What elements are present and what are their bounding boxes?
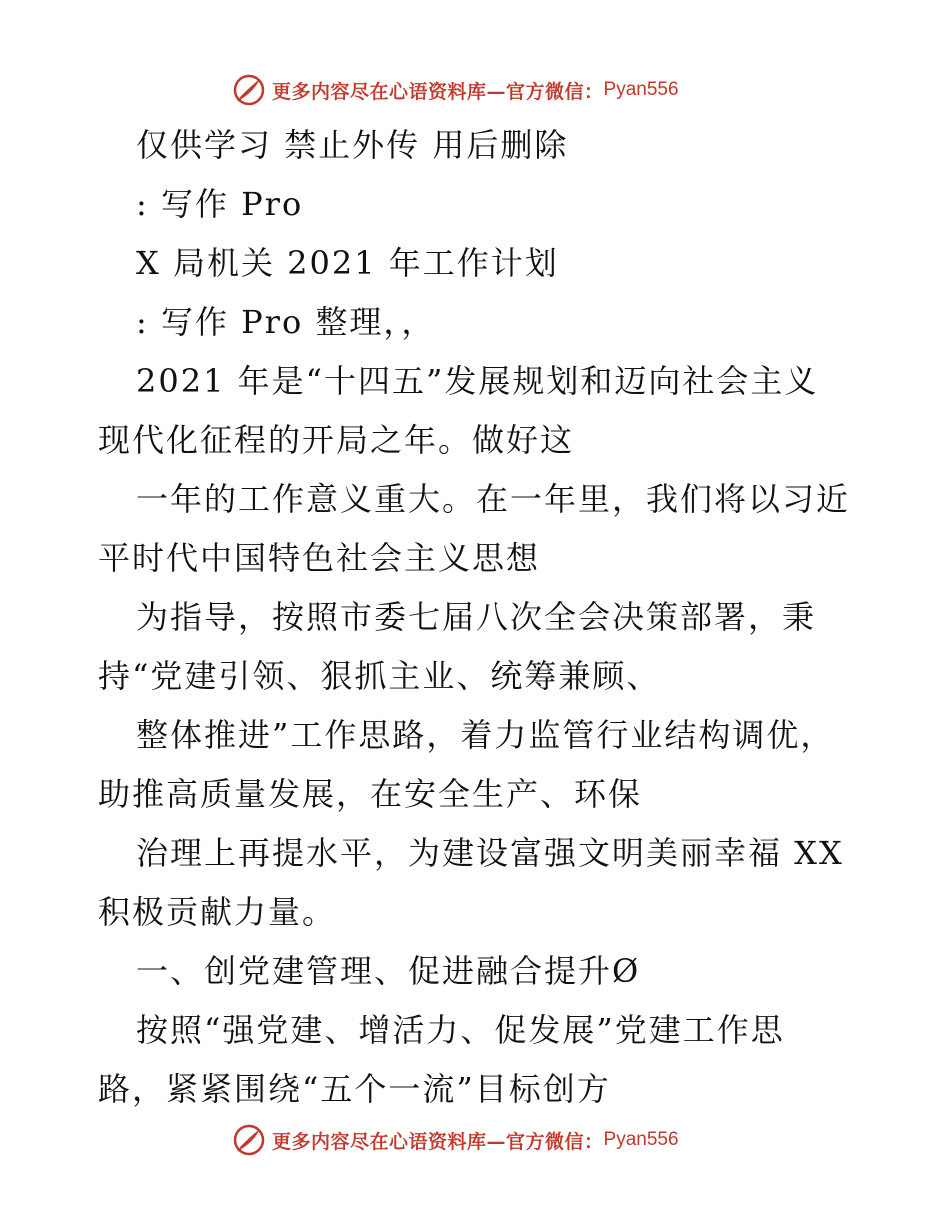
text-line: 现代化征程的开局之年。做好这 <box>98 421 575 459</box>
text-line: 积极贡献力量。 <box>98 893 337 931</box>
text-line: : 写作 Pro 整理，， <box>136 303 436 341</box>
text-line: 路，紧紧围绕“五个一流”目标创方 <box>98 1070 611 1108</box>
banner-wechat-id: Pyan556 <box>603 79 679 100</box>
banner-text: 更多内容尽在心语资料库—官方微信： <box>272 1130 604 1153</box>
quill-pen-logo-icon <box>232 1123 266 1157</box>
text-line: 治理上再提水平，为建设富强文明美丽幸福 XX <box>136 834 844 872</box>
footer-watermark-banner <box>232 1123 679 1157</box>
text-line: 按照“强党建、增活力、促发展”党建工作思 <box>136 1011 785 1049</box>
banner-wechat-id: Pyan556 <box>603 1129 679 1150</box>
text-line: 整体推进”工作思路，着力监管行业结构调优， <box>136 716 835 754</box>
text-line: 助推高质量发展，在安全生产、环保 <box>98 775 643 813</box>
text-line: 仅供学习 禁止外传 用后删除 <box>136 126 569 164</box>
text-line: X 局机关 2021 年工作计划 <box>136 244 559 282</box>
text-line: 持“党建引领、狠抓主业、统筹兼顾、 <box>98 657 661 695</box>
text-line: : 写作 Pro <box>136 185 304 223</box>
text-line: 平时代中国特色社会主义思想 <box>98 539 541 577</box>
section-heading: 一、创党建管理、促进融合提升Ø <box>136 952 641 990</box>
text-line: 一年的工作意义重大。在一年里，我们将以习近 <box>136 480 851 518</box>
text-line: 为指导，按照市委七届八次全会决策部署，秉 <box>136 598 817 636</box>
text-line: 2021 年是“十四五”发展规划和迈向社会主义 <box>136 362 819 400</box>
banner-text: 更多内容尽在心语资料库—官方微信： <box>272 80 604 103</box>
